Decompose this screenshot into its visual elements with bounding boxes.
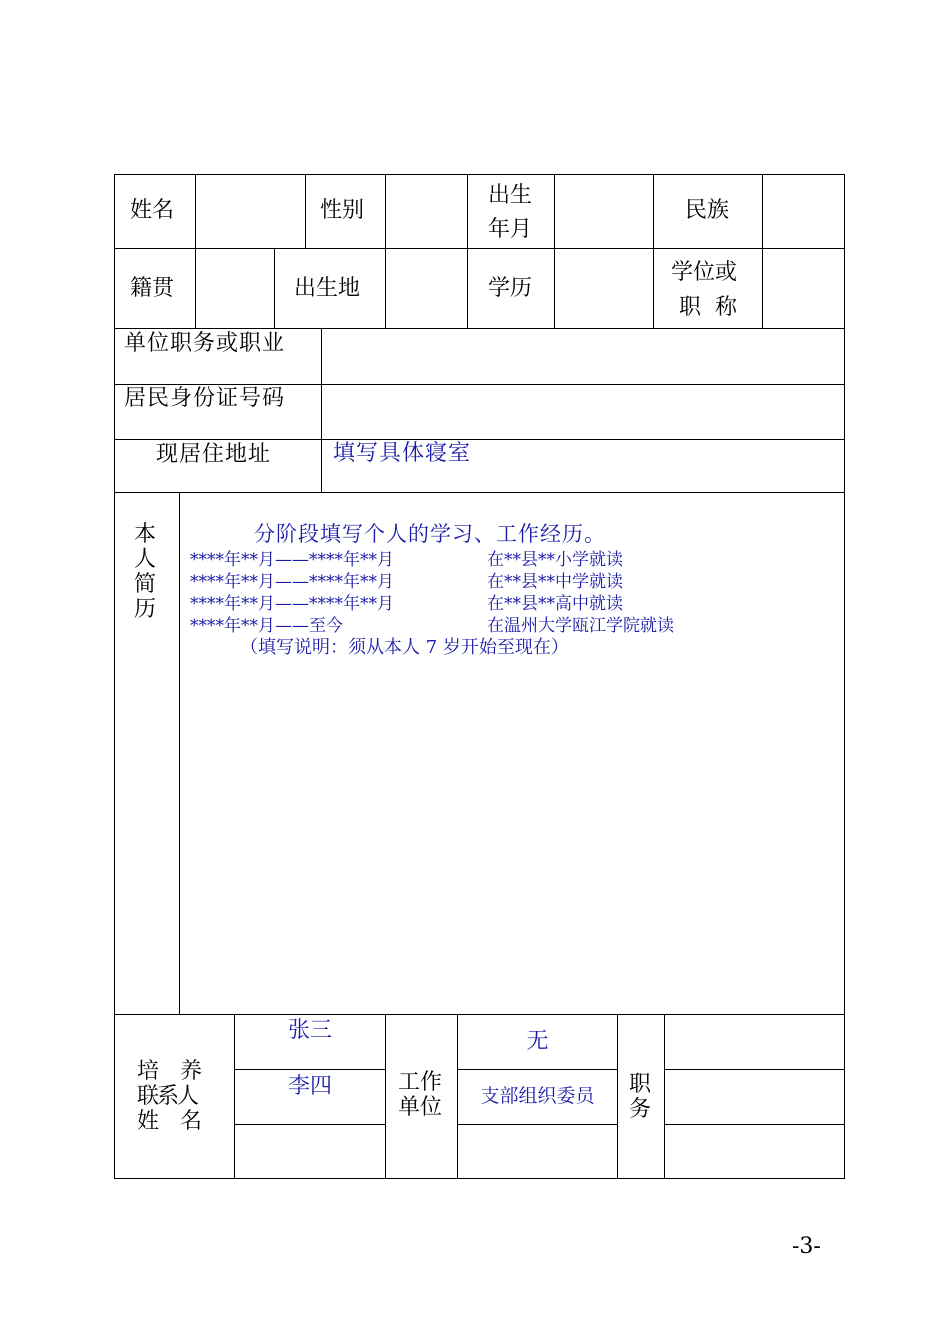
resume-field[interactable] [181,662,842,1012]
position-label-char: 务 [629,1097,652,1122]
degree-label-line1: 学位或 [671,260,738,285]
resume-entry-period: ****年**月——****年**月 [190,550,394,570]
contact-unit-2[interactable]: 支部组织委员 [480,1085,595,1107]
name-label: 姓名 [130,198,175,223]
work-unit-label-line2: 单位 [398,1095,443,1120]
id-number-field[interactable] [323,386,842,437]
resume-entry-period: ****年**月——至今 [190,616,343,636]
resume-label-char: 简 [134,572,157,597]
education-label: 学历 [488,276,533,301]
work-unit-label-line1: 工作 [398,1070,443,1095]
degree-field[interactable] [764,250,842,326]
position-field-2[interactable] [666,1071,843,1123]
address-label: 现居住地址 [156,442,272,467]
contact-label-line3: 姓 名 [137,1109,202,1134]
resume-entry-period: ****年**月——****年**月 [190,572,394,592]
resume-note: （填写说明：须从本人 7 岁开始至现在） [240,637,569,658]
name-field[interactable] [197,176,303,246]
birth-label-line2: 年月 [488,217,533,242]
resume-heading: 分阶段填写个人的学习、工作经历。 [254,522,606,546]
ethnic-label: 民族 [685,198,730,223]
resume-entry-desc: 在**县**中学就读 [487,572,623,592]
ethnic-field[interactable] [764,176,842,246]
gender-label: 性别 [320,198,365,223]
page-number: -3- [792,1234,821,1259]
gender-field[interactable] [387,176,465,246]
position-label-char: 职 [629,1072,652,1097]
resume-label [134,522,160,622]
contact-unit-1[interactable]: 无 [526,1029,549,1054]
resume-label-char: 本 [134,522,157,547]
birth-label-line1: 出生 [488,183,533,208]
position-field-3[interactable] [666,1126,843,1177]
degree-label-line2: 职 称 [679,295,737,320]
contact-label-line1: 培 养 [137,1059,202,1084]
birth-field[interactable] [556,176,651,246]
occupation-field[interactable] [323,330,842,382]
contact-name-2[interactable]: 李四 [287,1074,332,1099]
resume-entry-desc: 在温州大学瓯江学院就读 [487,616,674,636]
birthplace-field[interactable] [387,250,465,326]
resume-entry-desc: 在**县**高中就读 [487,594,623,614]
occupation-label: 单位职务或职业 [124,331,286,356]
address-value[interactable]: 填写具体寝室 [333,441,472,466]
resume-label-char: 人 [134,547,157,572]
resume-entry-period: ****年**月——****年**月 [190,594,394,614]
id-number-label: 居民身份证号码 [124,386,286,411]
native-place-label: 籍贯 [130,276,175,301]
resume-label-char: 历 [134,597,157,622]
contact-name-1[interactable]: 张三 [287,1018,332,1043]
education-field[interactable] [556,250,651,326]
birthplace-label: 出生地 [294,276,361,301]
native-place-field[interactable] [197,250,272,326]
position-field-1[interactable] [666,1016,843,1068]
resume-entry-desc: 在**县**小学就读 [487,550,623,570]
position-label [629,1072,655,1122]
contact-label-line2: 联系人 [137,1084,198,1109]
